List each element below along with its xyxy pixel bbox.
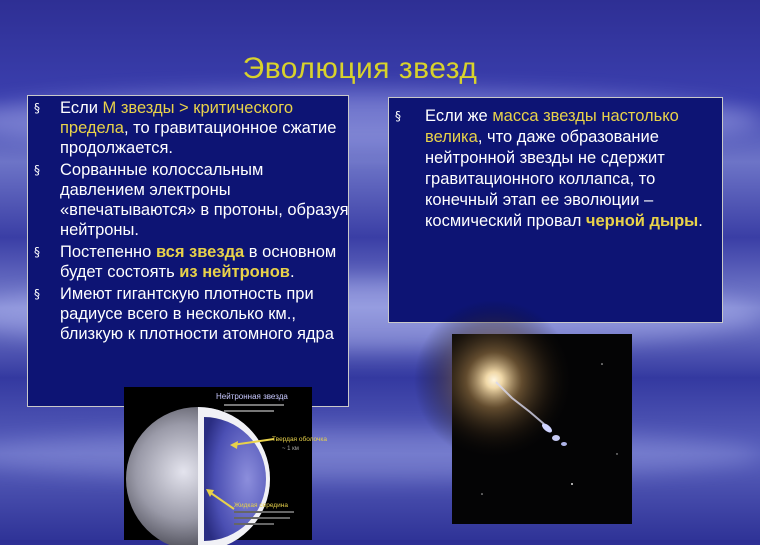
- bullet-marker: §: [34, 287, 40, 301]
- bullet-marker: §: [34, 163, 40, 177]
- bullet-text: Сорванные колоссальным давлением электроны «впечатываются» в протоны, образуя нейтроны.: [60, 161, 349, 239]
- bullet-text: в основном будет состоять: [60, 243, 337, 281]
- galaxy-jet-photo: [452, 334, 632, 524]
- bullet-text: , что даже образование нейтронной звезды не сдержит гравитационного коллапса, то конечный этап ее эволюции – космический провал: [425, 128, 665, 230]
- figure-title: Нейтронная звезда: [216, 392, 288, 401]
- bullet-text: .: [698, 212, 703, 230]
- highlighted-text: вся звезда: [155, 243, 245, 261]
- highlighted-text: М звезды > критического предела: [60, 99, 294, 137]
- left-text-panel: [27, 95, 349, 407]
- bullet-marker: §: [395, 109, 401, 123]
- slide-title: Эволюция звезд: [242, 52, 478, 85]
- bullet-item: [34, 284, 352, 344]
- neutron-star-diagram: [124, 387, 328, 540]
- shell-detail: ~ 1 км: [282, 446, 299, 452]
- jet-knot: [552, 435, 560, 441]
- bullet-item: [34, 160, 352, 240]
- bullet-text: , то гравитационное сжатие продолжается.: [60, 119, 337, 157]
- galaxy-illustration: [452, 334, 632, 524]
- star-dot: [571, 483, 573, 485]
- caption-line: [224, 404, 284, 406]
- bullet-text: Если же: [425, 107, 493, 125]
- shell-label: Твердая оболочка: [272, 436, 328, 443]
- star-dot: [616, 453, 617, 454]
- caption-line: [234, 511, 294, 513]
- star-dot: [481, 493, 483, 495]
- bullet-item: [34, 242, 352, 282]
- bullet-text: Имеют гигантскую плотность при радиусе всего в несколько км., близкую к плотности атомного ядра: [60, 285, 334, 343]
- caption-line: [234, 517, 290, 519]
- core-label: Жидкая середина: [234, 502, 288, 509]
- bullet-item: [395, 106, 715, 232]
- jet-knot: [561, 442, 567, 446]
- bullet-text: Если: [60, 99, 103, 117]
- bullet-text: .: [289, 263, 295, 281]
- bullet-item: [34, 98, 352, 158]
- highlighted-text: из нейтронов: [179, 263, 290, 281]
- galaxy-glow: [414, 300, 574, 460]
- bullet-marker: §: [34, 101, 40, 115]
- highlighted-text: масса звезды настолько велика: [425, 107, 679, 146]
- left-bullet-list: [34, 98, 352, 346]
- right-bullet-list: [395, 106, 715, 232]
- highlighted-text: черной дыры: [585, 212, 699, 230]
- neutron-star-illustration: [124, 387, 328, 540]
- caption-line: [224, 410, 274, 412]
- caption-line: [234, 523, 274, 525]
- bullet-text: Постепенно: [60, 243, 156, 261]
- background-streak: [0, 430, 760, 480]
- right-text-panel: [388, 97, 723, 323]
- star-core: [204, 417, 266, 541]
- bullet-marker: §: [34, 245, 40, 259]
- star-dot: [601, 363, 603, 365]
